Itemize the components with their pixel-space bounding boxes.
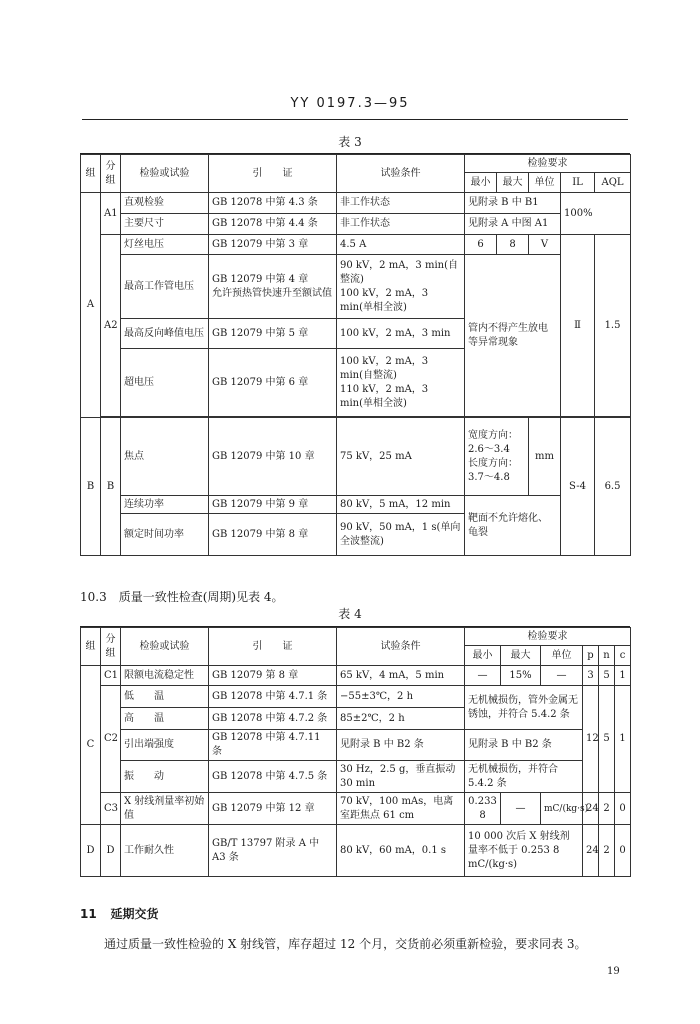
t4-h-c: c bbox=[615, 646, 631, 666]
t4-h-req: 检验要求 bbox=[465, 628, 631, 646]
t3-ref: GB 12078 中第 4.4 条 bbox=[209, 214, 337, 235]
t3-item: 最高工作管电压 bbox=[121, 255, 209, 319]
t3-cond: 非工作状态 bbox=[337, 193, 465, 214]
t3-cond: 100 kV，2 mA，3 min bbox=[337, 319, 465, 349]
t4-item: 高 温 bbox=[121, 708, 209, 730]
t4-min: — bbox=[465, 666, 501, 686]
t3-h-ref: 引 证 bbox=[209, 155, 337, 193]
t4-n: 2 bbox=[599, 793, 615, 825]
table3-caption: 表 3 bbox=[338, 135, 362, 149]
t4-h-min: 最小 bbox=[465, 646, 501, 666]
t3-item: 最高反向峰值电压 bbox=[121, 319, 209, 349]
section-11-number: 11 bbox=[80, 907, 97, 921]
t4-h-ref: 引 证 bbox=[209, 628, 337, 666]
t3-unit: mm bbox=[529, 418, 561, 496]
t4-n: 2 bbox=[599, 825, 615, 877]
t4-cond: 见附录 B 中 B2 条 bbox=[337, 730, 465, 761]
t4-sub-d: D bbox=[101, 825, 121, 877]
t4-group-d: D bbox=[81, 825, 101, 877]
t4-req: 10 000 次后 X 射线剂量率不低于 0.253 8 mC/(kg·s) bbox=[465, 825, 583, 877]
t4-p: 24 bbox=[583, 793, 599, 825]
t3-max: 8 bbox=[497, 235, 529, 255]
t4-ref: GB 12079 中第 12 章 bbox=[209, 793, 337, 825]
t3-cond: 90 kV，2 mA，3 min(自整流) 100 kV，2 mA，3 min(单相全波) bbox=[337, 255, 465, 319]
t3-h-max: 最大 bbox=[497, 173, 529, 193]
t4-unit: mC/(kg·s) bbox=[541, 793, 583, 825]
t4-sub-c3: C3 bbox=[101, 793, 121, 825]
t3-ref: GB 12079 中第 10 章 bbox=[209, 418, 337, 496]
t3-sub-a2: A2 bbox=[101, 235, 121, 417]
t4-cond: 85±2℃，2 h bbox=[337, 708, 465, 730]
t4-p: 3 bbox=[583, 666, 599, 686]
t3-ref: GB 12079 中第 8 章 bbox=[209, 514, 337, 556]
t4-ref: GB 12078 中第 4.7.11 条 bbox=[209, 730, 337, 761]
t3-h-aql: AQL bbox=[595, 173, 631, 193]
t4-h-group: 组 bbox=[81, 628, 101, 666]
t3-unit: V bbox=[529, 235, 561, 255]
t3-item: 超电压 bbox=[121, 349, 209, 417]
t4-ref: GB 12079 第 8 章 bbox=[209, 666, 337, 686]
t4-item: 限额电流稳定性 bbox=[121, 666, 209, 686]
t4-h-item: 检验或试验 bbox=[121, 628, 209, 666]
t4-sub-c2: C2 bbox=[101, 686, 121, 793]
t4-ref: GB/T 13797 附录 A 中 A3 条 bbox=[209, 825, 337, 877]
t4-req: 无机械损伤，并符合 5.4.2 条 bbox=[465, 761, 583, 793]
t3-req: 见附录 B 中 B1 bbox=[465, 193, 561, 214]
t3-a2-aql: 1.5 bbox=[595, 235, 631, 417]
t4-ref: GB 12078 中第 4.7.1 条 bbox=[209, 686, 337, 708]
t3-ref: GB 12079 中第 9 章 bbox=[209, 496, 337, 514]
t3-cond: 80 kV，5 mA，12 min bbox=[337, 496, 465, 514]
t3-cond: 100 kV，2 mA，3 min(自整流) 110 kV，2 mA，3 min(单相全波) bbox=[337, 349, 465, 417]
header-rule bbox=[82, 119, 628, 120]
t3-req: 宽度方向： 2.6～3.4 长度方向： 3.7～4.8 bbox=[465, 418, 529, 496]
t3-req: 见附录 A 中图 A1 bbox=[465, 214, 561, 235]
t4-min: 0.233 8 bbox=[465, 793, 501, 825]
standard-header: YY 0197.3—95 bbox=[290, 96, 410, 111]
t4-h-unit: 单位 bbox=[541, 646, 583, 666]
page-number: 19 bbox=[607, 966, 620, 977]
t3-item: 主要尺寸 bbox=[121, 214, 209, 235]
t3-ref: GB 12079 中第 5 章 bbox=[209, 319, 337, 349]
section-11-title: 延期交货 bbox=[110, 907, 159, 921]
t4-max: — bbox=[501, 793, 541, 825]
t4-ref: GB 12078 中第 4.7.5 条 bbox=[209, 761, 337, 793]
table4-caption: 表 4 bbox=[338, 607, 362, 621]
t4-sub-c1: C1 bbox=[101, 666, 121, 686]
t3-ref: GB 12079 中第 4 章 允许预热管快速升至额试值 bbox=[209, 255, 337, 319]
table-4 bbox=[80, 627, 631, 877]
t4-c2-req-top: 无机械损伤，管外金属无锈蚀，并符合 5.4.2 条 bbox=[465, 686, 583, 730]
t3-item: 直观检验 bbox=[121, 193, 209, 214]
t3-h-min: 最小 bbox=[465, 173, 497, 193]
t3-cond: 4.5 A bbox=[337, 235, 465, 255]
t3-group-b: B bbox=[81, 418, 101, 556]
t4-cond: 65 kV，4 mA，5 min bbox=[337, 666, 465, 686]
t3-cond: 90 kV，50 mA，1 s(单向全波整流) bbox=[337, 514, 465, 556]
t4-unit: — bbox=[541, 666, 583, 686]
t4-item: 工作耐久性 bbox=[121, 825, 209, 877]
t4-h-sub: 分组 bbox=[101, 628, 121, 666]
t4-req: 见附录 B 中 B2 条 bbox=[465, 730, 583, 761]
t4-item: 低 温 bbox=[121, 686, 209, 708]
t4-n: 5 bbox=[599, 666, 615, 686]
t3-h-cond: 试验条件 bbox=[337, 155, 465, 193]
t3-a2-req: 管内不得产生放电等异常现象 bbox=[465, 255, 561, 417]
t3-b-aql: 6.5 bbox=[595, 418, 631, 556]
t3-item: 焦点 bbox=[121, 418, 209, 496]
t3-h-group: 组 bbox=[81, 155, 101, 193]
t3-h-sub: 分组 bbox=[101, 155, 121, 193]
t3-b-il: S-4 bbox=[561, 418, 595, 556]
t3-ref: GB 12078 中第 4.3 条 bbox=[209, 193, 337, 214]
t3-item: 灯丝电压 bbox=[121, 235, 209, 255]
t3-h-item: 检验或试验 bbox=[121, 155, 209, 193]
table-3 bbox=[80, 154, 631, 556]
t4-cond: 80 kV，60 mA，0.1 s bbox=[337, 825, 465, 877]
section-11-text: 通过质量一致性检验的 X 射线管，库存超过 12 个月，交货前必须重新检验，要求同表 3。 bbox=[104, 937, 587, 951]
t3-ref: GB 12079 中第 6 章 bbox=[209, 349, 337, 417]
section-11-heading bbox=[80, 905, 159, 922]
t4-h-cond: 试验条件 bbox=[337, 628, 465, 666]
t4-ref: GB 12078 中第 4.7.2 条 bbox=[209, 708, 337, 730]
t4-c2-n: 5 bbox=[599, 686, 615, 793]
t4-p: 24 bbox=[583, 825, 599, 877]
t4-h-max: 最大 bbox=[501, 646, 541, 666]
t3-item: 额定时间功率 bbox=[121, 514, 209, 556]
t4-c: 0 bbox=[615, 825, 631, 877]
t3-h-il: IL bbox=[561, 173, 595, 193]
t3-ref: GB 12079 中第 3 章 bbox=[209, 235, 337, 255]
t3-item: 连续功率 bbox=[121, 496, 209, 514]
t4-max: 15% bbox=[501, 666, 541, 686]
t3-il-100: 100% bbox=[561, 193, 631, 235]
t3-b-req: 靶面不允许熔化、龟裂 bbox=[465, 496, 561, 556]
t3-min: 6 bbox=[465, 235, 497, 255]
t3-sub-a1: A1 bbox=[101, 193, 121, 235]
t4-item: X 射线剂量率初始值 bbox=[121, 793, 209, 825]
t4-c: 1 bbox=[615, 666, 631, 686]
t4-item: 引出端强度 bbox=[121, 730, 209, 761]
t4-c: 0 bbox=[615, 793, 631, 825]
t4-cond: −55±3℃，2 h bbox=[337, 686, 465, 708]
section-10-3: 10.3 质量一致性检查(周期)见表 4。 bbox=[80, 590, 284, 604]
t4-group-c: C bbox=[81, 666, 101, 825]
t3-cond: 非工作状态 bbox=[337, 214, 465, 235]
t4-cond: 70 kV，100 mAs，电离室距焦点 61 cm bbox=[337, 793, 465, 825]
t4-h-n: n bbox=[599, 646, 615, 666]
t3-h-unit: 单位 bbox=[529, 173, 561, 193]
t4-item: 振 动 bbox=[121, 761, 209, 793]
t3-cond: 75 kV，25 mA bbox=[337, 418, 465, 496]
t4-c2-c: 1 bbox=[615, 686, 631, 793]
t4-c2-p: 12 bbox=[583, 686, 599, 793]
t3-sub-b: B bbox=[101, 418, 121, 556]
t4-cond: 30 Hz，2.5 g，垂直振动 30 min bbox=[337, 761, 465, 793]
t3-group-a: A bbox=[81, 193, 101, 418]
t3-a2-il: Ⅱ bbox=[561, 235, 595, 417]
t3-h-req: 检验要求 bbox=[465, 155, 631, 173]
t4-h-p: p bbox=[583, 646, 599, 666]
